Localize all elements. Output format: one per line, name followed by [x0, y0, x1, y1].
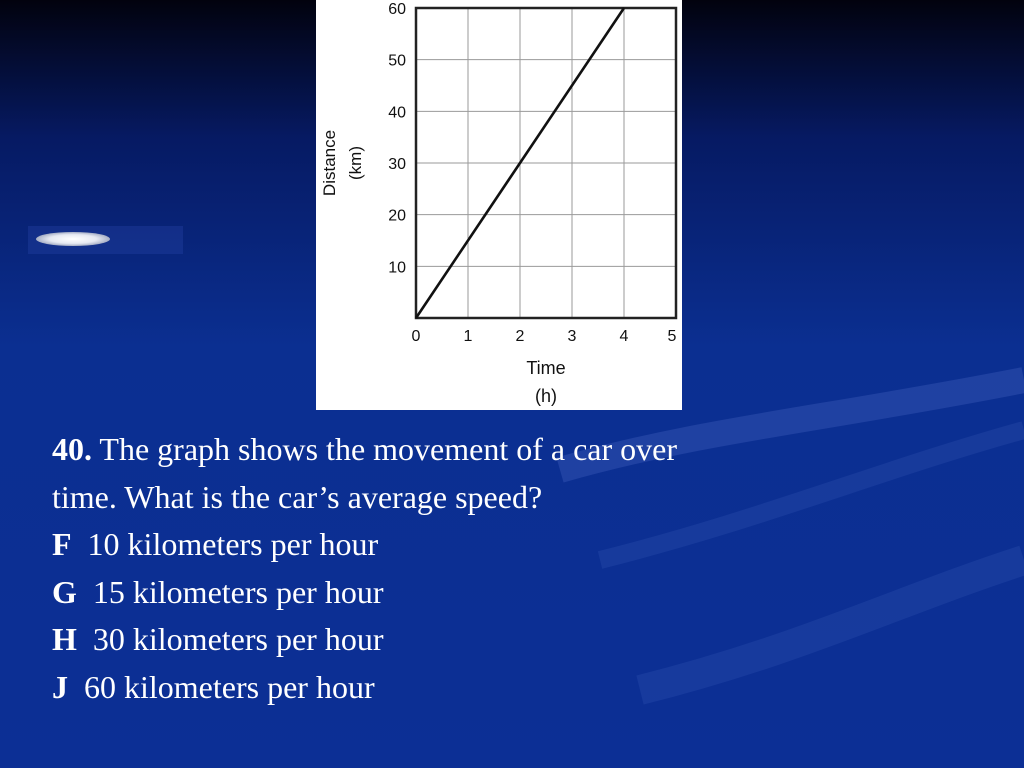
y-tick-label-30: 30 [388, 156, 406, 173]
option-g[interactable] [52, 569, 952, 617]
distance-time-chart [316, 0, 682, 410]
question-number: 40. [52, 431, 92, 467]
option-j-letter: J [52, 668, 68, 705]
option-h-letter: H [52, 621, 77, 657]
x-axis-title-unit: (h) [535, 386, 557, 406]
y-tick-label-50: 50 [388, 52, 406, 70]
option-g-letter: G [52, 573, 77, 610]
chart-grid [416, 8, 676, 318]
question-block [52, 426, 952, 711]
option-h-text: 30 kilometers per hour [76, 621, 384, 657]
x-tick-label-5: 5 [667, 328, 677, 345]
y-tick-label-10: 10 [388, 259, 406, 277]
y-tick-label-40: 40 [388, 104, 406, 122]
y-axis-title-unit: (km) [346, 146, 365, 180]
x-tick-label-4: 4 [619, 328, 629, 345]
y-axis-title-line2 [346, 146, 365, 180]
y-axis-title-distance: Distance [320, 129, 339, 197]
bullet-shape [36, 232, 110, 246]
y-tick-labels [388, 1, 406, 276]
x-tick-label-3: 3 [567, 328, 577, 345]
x-tick-labels [412, 328, 677, 345]
option-g-text: 15 kilometers per hour [76, 573, 384, 610]
option-f[interactable] [52, 521, 952, 569]
question-line-2: time. What is the car’s average speed? [52, 478, 543, 515]
x-axis-title-time: Time [526, 358, 566, 378]
x-tick-label-2: 2 [515, 328, 525, 345]
option-h[interactable] [52, 616, 952, 664]
y-axis-title-line1 [320, 130, 339, 196]
question-text-1: The graph shows the movement of a car over [92, 431, 677, 467]
y-tick-label-20: 20 [388, 207, 406, 225]
option-j-text: 60 kilometers per hour [68, 668, 375, 705]
x-tick-label-0: 0 [411, 328, 421, 345]
option-f-letter: F [52, 526, 72, 562]
chart-svg [316, 0, 682, 410]
option-f-text: 10 kilometers per hour [71, 526, 379, 562]
option-j[interactable] [52, 664, 952, 712]
question-line-1 [52, 426, 952, 474]
y-tick-label-60: 60 [388, 1, 406, 18]
x-tick-label-1: 1 [463, 328, 473, 345]
